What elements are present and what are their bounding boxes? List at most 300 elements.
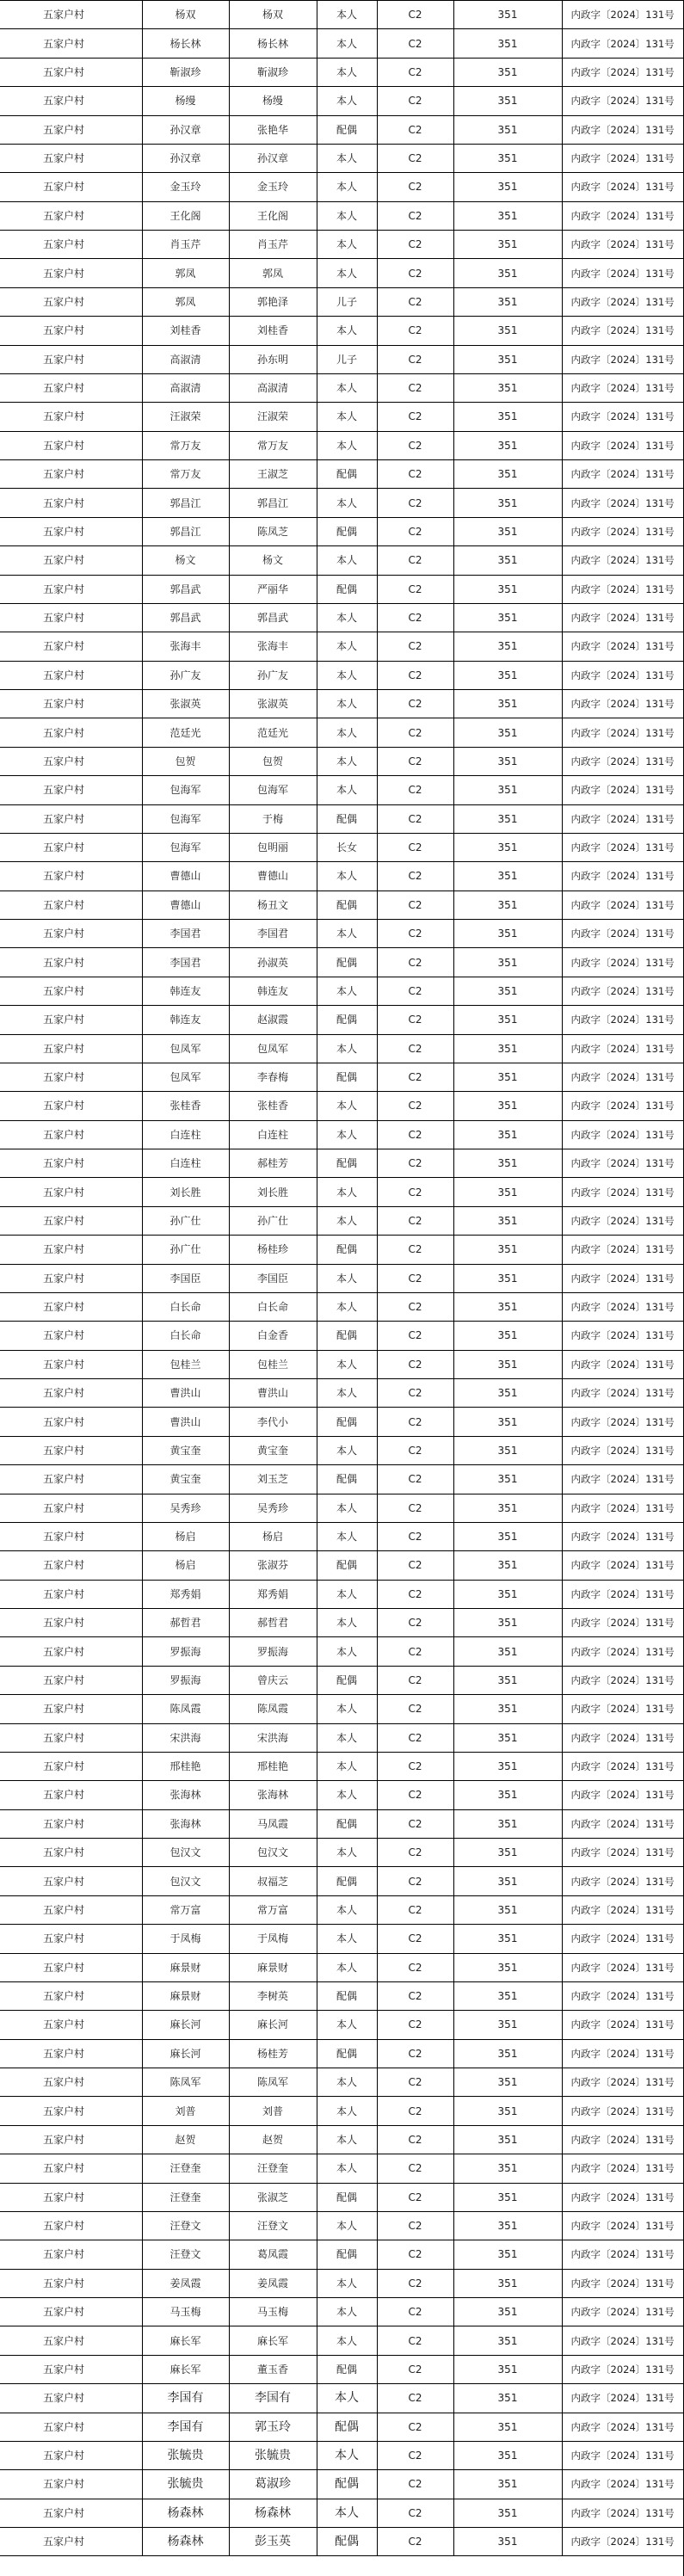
- category-cell: C2: [377, 1292, 453, 1321]
- relation-cell: 本人: [317, 2154, 377, 2183]
- category-cell: C2: [377, 2384, 453, 2413]
- table-row: [0, 862, 684, 891]
- amount-cell: 351: [453, 345, 562, 373]
- document-number-cell: 内政字〔2024〕131号: [562, 1551, 684, 1580]
- member-name-cell: 杨桂珍: [229, 1236, 317, 1264]
- member-name-cell: 杨启: [229, 1522, 317, 1550]
- relation-cell: 本人: [317, 2011, 377, 2039]
- member-name-cell: 郝哲君: [229, 1609, 317, 1637]
- table-row: [0, 546, 684, 575]
- household-head-cell: 孙广友: [142, 661, 229, 689]
- document-number-cell: 内政字〔2024〕131号: [562, 87, 684, 115]
- household-head-cell: 郭昌武: [142, 575, 229, 603]
- category-cell: C2: [377, 317, 453, 345]
- category-cell: C2: [377, 1809, 453, 1838]
- amount-cell: 351: [453, 431, 562, 459]
- village-cell: 五家户村: [0, 546, 142, 575]
- category-cell: C2: [377, 2470, 453, 2499]
- amount-cell: 351: [453, 1292, 562, 1321]
- household-head-cell: 李国有: [142, 2384, 229, 2413]
- household-head-cell: 张海丰: [142, 632, 229, 661]
- amount-cell: 351: [453, 1408, 562, 1436]
- household-head-cell: 黄宝奎: [142, 1465, 229, 1494]
- category-cell: C2: [377, 661, 453, 689]
- relation-cell: 长女: [317, 833, 377, 861]
- amount-cell: 351: [453, 690, 562, 718]
- table-row: [0, 403, 684, 431]
- relation-cell: 本人: [317, 2097, 377, 2125]
- table-row: [0, 489, 684, 517]
- relation-cell: 本人: [317, 2499, 377, 2527]
- amount-cell: 351: [453, 920, 562, 948]
- amount-cell: 351: [453, 1494, 562, 1522]
- document-number-cell: 内政字〔2024〕131号: [562, 2211, 684, 2240]
- category-cell: C2: [377, 546, 453, 575]
- amount-cell: 351: [453, 862, 562, 891]
- amount-cell: 351: [453, 1236, 562, 1264]
- household-head-cell: 包海军: [142, 776, 229, 804]
- household-head-cell: 李国君: [142, 948, 229, 977]
- member-name-cell: 刘玉芝: [229, 1465, 317, 1494]
- relation-cell: 本人: [317, 29, 377, 58]
- table-row: [0, 1522, 684, 1550]
- household-head-cell: 白长命: [142, 1322, 229, 1350]
- member-name-cell: 肖玉芹: [229, 231, 317, 259]
- table-row: [0, 1322, 684, 1350]
- household-head-cell: 汪登奎: [142, 2154, 229, 2183]
- amount-cell: 351: [453, 2355, 562, 2383]
- amount-cell: 351: [453, 1895, 562, 1924]
- village-cell: 五家户村: [0, 1, 142, 29]
- category-cell: C2: [377, 115, 453, 144]
- member-name-cell: 张淑芬: [229, 1551, 317, 1580]
- member-name-cell: 郭昌江: [229, 489, 317, 517]
- village-cell: 五家户村: [0, 776, 142, 804]
- table-row: [0, 2011, 684, 2039]
- member-name-cell: 曹洪山: [229, 1379, 317, 1408]
- relation-cell: 本人: [317, 231, 377, 259]
- document-number-cell: 内政字〔2024〕131号: [562, 1695, 684, 1723]
- table-row: [0, 948, 684, 977]
- village-cell: 五家户村: [0, 231, 142, 259]
- amount-cell: 351: [453, 747, 562, 775]
- amount-cell: 351: [453, 173, 562, 201]
- document-number-cell: 内政字〔2024〕131号: [562, 1322, 684, 1350]
- amount-cell: 351: [453, 1867, 562, 1895]
- member-name-cell: 姜凤霞: [229, 2269, 317, 2297]
- table-row: [0, 1839, 684, 1867]
- household-head-cell: 麻长河: [142, 2011, 229, 2039]
- document-number-cell: 内政字〔2024〕131号: [562, 1723, 684, 1752]
- relation-cell: 本人: [317, 1953, 377, 1981]
- document-number-cell: 内政字〔2024〕131号: [562, 1867, 684, 1895]
- household-head-cell: 杨森林: [142, 2499, 229, 2527]
- relation-cell: 本人: [317, 776, 377, 804]
- table-row: [0, 201, 684, 230]
- household-head-cell: 包贺: [142, 747, 229, 775]
- relation-cell: 本人: [317, 1723, 377, 1752]
- category-cell: C2: [377, 403, 453, 431]
- category-cell: C2: [377, 1895, 453, 1924]
- member-name-cell: 于凤梅: [229, 1925, 317, 1953]
- amount-cell: 351: [453, 948, 562, 977]
- village-cell: 五家户村: [0, 891, 142, 919]
- relation-cell: 本人: [317, 2384, 377, 2413]
- relation-cell: 本人: [317, 1695, 377, 1723]
- document-number-cell: 内政字〔2024〕131号: [562, 517, 684, 545]
- table-row: [0, 1292, 684, 1321]
- relation-cell: 本人: [317, 2068, 377, 2097]
- household-head-cell: 宋洪海: [142, 1723, 229, 1752]
- member-name-cell: 孙汉章: [229, 144, 317, 172]
- table-row: [0, 1666, 684, 1694]
- village-cell: 五家户村: [0, 2528, 142, 2556]
- village-cell: 五家户村: [0, 201, 142, 230]
- amount-cell: 351: [453, 1178, 562, 1206]
- amount-cell: 351: [453, 1465, 562, 1494]
- relation-cell: 本人: [317, 1752, 377, 1780]
- table-row: [0, 2413, 684, 2441]
- document-number-cell: 内政字〔2024〕131号: [562, 1264, 684, 1292]
- table-row: [0, 2240, 684, 2269]
- village-cell: 五家户村: [0, 1006, 142, 1034]
- category-cell: C2: [377, 718, 453, 747]
- village-cell: 五家户村: [0, 833, 142, 861]
- document-number-cell: 内政字〔2024〕131号: [562, 2240, 684, 2269]
- household-head-cell: 李国臣: [142, 1264, 229, 1292]
- document-number-cell: 内政字〔2024〕131号: [562, 1408, 684, 1436]
- category-cell: C2: [377, 1637, 453, 1666]
- household-head-cell: 曹洪山: [142, 1379, 229, 1408]
- village-cell: 五家户村: [0, 1322, 142, 1350]
- table-row: [0, 1809, 684, 1838]
- household-head-cell: 孙汉章: [142, 144, 229, 172]
- table-row: [0, 1551, 684, 1580]
- category-cell: C2: [377, 804, 453, 833]
- household-head-cell: 曹德山: [142, 862, 229, 891]
- amount-cell: 351: [453, 2240, 562, 2269]
- category-cell: C2: [377, 2528, 453, 2556]
- member-name-cell: 李春梅: [229, 1063, 317, 1091]
- village-cell: 五家户村: [0, 1465, 142, 1494]
- category-cell: C2: [377, 1006, 453, 1034]
- document-number-cell: 内政字〔2024〕131号: [562, 259, 684, 287]
- member-name-cell: 孙东明: [229, 345, 317, 373]
- village-cell: 五家户村: [0, 2470, 142, 2499]
- village-cell: 五家户村: [0, 2298, 142, 2326]
- document-number-cell: 内政字〔2024〕131号: [562, 1666, 684, 1694]
- document-number-cell: 内政字〔2024〕131号: [562, 1839, 684, 1867]
- table-row: [0, 1953, 684, 1981]
- amount-cell: 351: [453, 776, 562, 804]
- member-name-cell: 高淑清: [229, 373, 317, 402]
- member-name-cell: 王淑芝: [229, 460, 317, 489]
- village-cell: 五家户村: [0, 1609, 142, 1637]
- relation-cell: 配偶: [317, 1465, 377, 1494]
- relation-cell: 本人: [317, 1839, 377, 1867]
- village-cell: 五家户村: [0, 1206, 142, 1235]
- amount-cell: 351: [453, 2154, 562, 2183]
- amount-cell: 351: [453, 460, 562, 489]
- document-number-cell: 内政字〔2024〕131号: [562, 1781, 684, 1809]
- category-cell: C2: [377, 58, 453, 86]
- household-head-cell: 麻长军: [142, 2355, 229, 2383]
- household-head-cell: 刘长胜: [142, 1178, 229, 1206]
- document-number-cell: 内政字〔2024〕131号: [562, 603, 684, 632]
- document-number-cell: 内政字〔2024〕131号: [562, 2125, 684, 2154]
- member-name-cell: 孙广仕: [229, 1206, 317, 1235]
- relation-cell: 本人: [317, 431, 377, 459]
- amount-cell: 351: [453, 489, 562, 517]
- household-head-cell: 孙广仕: [142, 1236, 229, 1264]
- village-cell: 五家户村: [0, 431, 142, 459]
- member-name-cell: 张海丰: [229, 632, 317, 661]
- category-cell: C2: [377, 2011, 453, 2039]
- relation-cell: 配偶: [317, 2355, 377, 2383]
- village-cell: 五家户村: [0, 2097, 142, 2125]
- village-cell: 五家户村: [0, 661, 142, 689]
- table-row: [0, 920, 684, 948]
- document-number-cell: 内政字〔2024〕131号: [562, 1609, 684, 1637]
- table-row: [0, 1609, 684, 1637]
- amount-cell: 351: [453, 603, 562, 632]
- village-cell: 五家户村: [0, 977, 142, 1005]
- amount-cell: 351: [453, 231, 562, 259]
- document-number-cell: 内政字〔2024〕131号: [562, 2011, 684, 2039]
- table-row: [0, 1178, 684, 1206]
- table-row: [0, 317, 684, 345]
- household-head-cell: 金玉玲: [142, 173, 229, 201]
- amount-cell: 351: [453, 1953, 562, 1981]
- member-name-cell: 麻长河: [229, 2011, 317, 2039]
- table-row: [0, 115, 684, 144]
- member-name-cell: 张毓贵: [229, 2441, 317, 2469]
- amount-cell: 351: [453, 2413, 562, 2441]
- relation-cell: 本人: [317, 144, 377, 172]
- category-cell: C2: [377, 1981, 453, 2010]
- member-name-cell: 郭凤: [229, 259, 317, 287]
- amount-cell: 351: [453, 1839, 562, 1867]
- relation-cell: 本人: [317, 546, 377, 575]
- category-cell: C2: [377, 1867, 453, 1895]
- category-cell: C2: [377, 173, 453, 201]
- category-cell: C2: [377, 1666, 453, 1694]
- village-cell: 五家户村: [0, 2441, 142, 2469]
- member-name-cell: 汪登奎: [229, 2154, 317, 2183]
- document-number-cell: 内政字〔2024〕131号: [562, 2068, 684, 2097]
- relation-cell: 配偶: [317, 1408, 377, 1436]
- member-name-cell: 郭玉玲: [229, 2413, 317, 2441]
- household-head-cell: 吴秀珍: [142, 1494, 229, 1522]
- member-name-cell: 叔福芝: [229, 1867, 317, 1895]
- member-name-cell: 白长命: [229, 1292, 317, 1321]
- relation-cell: 本人: [317, 317, 377, 345]
- member-name-cell: 麻长军: [229, 2326, 317, 2355]
- village-cell: 五家户村: [0, 2499, 142, 2527]
- household-head-cell: 汪登文: [142, 2240, 229, 2269]
- village-cell: 五家户村: [0, 690, 142, 718]
- category-cell: C2: [377, 1379, 453, 1408]
- relation-cell: 配偶: [317, 1236, 377, 1264]
- document-number-cell: 内政字〔2024〕131号: [562, 1436, 684, 1464]
- table-row: [0, 661, 684, 689]
- table-row: [0, 1350, 684, 1378]
- document-number-cell: 内政字〔2024〕131号: [562, 977, 684, 1005]
- document-number-cell: 内政字〔2024〕131号: [562, 1895, 684, 1924]
- household-head-cell: 郭昌江: [142, 489, 229, 517]
- roster-table-body: [0, 1, 684, 2556]
- household-head-cell: 杨森林: [142, 2528, 229, 2556]
- table-row: [0, 231, 684, 259]
- relation-cell: 本人: [317, 2211, 377, 2240]
- table-row: [0, 2528, 684, 2556]
- category-cell: C2: [377, 2039, 453, 2068]
- member-name-cell: 包海军: [229, 776, 317, 804]
- document-number-cell: 内政字〔2024〕131号: [562, 144, 684, 172]
- member-name-cell: 郝桂芳: [229, 1149, 317, 1178]
- amount-cell: 351: [453, 1723, 562, 1752]
- document-number-cell: 内政字〔2024〕131号: [562, 1379, 684, 1408]
- category-cell: C2: [377, 1695, 453, 1723]
- document-number-cell: 内政字〔2024〕131号: [562, 1149, 684, 1178]
- amount-cell: 351: [453, 632, 562, 661]
- amount-cell: 351: [453, 87, 562, 115]
- relation-cell: 本人: [317, 1522, 377, 1550]
- household-head-cell: 包桂兰: [142, 1350, 229, 1378]
- table-row: [0, 2269, 684, 2297]
- table-row: [0, 690, 684, 718]
- relation-cell: 本人: [317, 2269, 377, 2297]
- relation-cell: 配偶: [317, 2528, 377, 2556]
- category-cell: C2: [377, 231, 453, 259]
- subsidy-roster-table: [0, 1, 684, 2556]
- category-cell: C2: [377, 2068, 453, 2097]
- document-number-cell: 内政字〔2024〕131号: [562, 58, 684, 86]
- village-cell: 五家户村: [0, 1063, 142, 1091]
- category-cell: C2: [377, 1436, 453, 1464]
- member-name-cell: 包凤军: [229, 1034, 317, 1063]
- table-row: [0, 2384, 684, 2413]
- category-cell: C2: [377, 29, 453, 58]
- document-number-cell: 内政字〔2024〕131号: [562, 489, 684, 517]
- household-head-cell: 陈凤霞: [142, 1695, 229, 1723]
- relation-cell: 配偶: [317, 1149, 377, 1178]
- document-number-cell: 内政字〔2024〕131号: [562, 1292, 684, 1321]
- village-cell: 五家户村: [0, 1953, 142, 1981]
- amount-cell: 351: [453, 144, 562, 172]
- document-number-cell: 内政字〔2024〕131号: [562, 833, 684, 861]
- village-cell: 五家户村: [0, 1149, 142, 1178]
- category-cell: C2: [377, 1120, 453, 1149]
- household-head-cell: 杨长林: [142, 29, 229, 58]
- amount-cell: 351: [453, 977, 562, 1005]
- category-cell: C2: [377, 2269, 453, 2297]
- document-number-cell: 内政字〔2024〕131号: [562, 1006, 684, 1034]
- amount-cell: 351: [453, 1, 562, 29]
- village-cell: 五家户村: [0, 1637, 142, 1666]
- village-cell: 五家户村: [0, 173, 142, 201]
- amount-cell: 351: [453, 1379, 562, 1408]
- household-head-cell: 包海军: [142, 833, 229, 861]
- member-name-cell: 汪淑荣: [229, 403, 317, 431]
- table-row: [0, 1034, 684, 1063]
- document-number-cell: 内政字〔2024〕131号: [562, 2154, 684, 2183]
- table-row: [0, 1867, 684, 1895]
- table-row: [0, 718, 684, 747]
- relation-cell: 本人: [317, 977, 377, 1005]
- amount-cell: 351: [453, 1006, 562, 1034]
- amount-cell: 351: [453, 2528, 562, 2556]
- category-cell: C2: [377, 373, 453, 402]
- table-row: [0, 29, 684, 58]
- household-head-cell: 郝哲君: [142, 1609, 229, 1637]
- household-head-cell: 郭凤: [142, 259, 229, 287]
- household-head-cell: 赵贺: [142, 2125, 229, 2154]
- table-row: [0, 517, 684, 545]
- category-cell: C2: [377, 517, 453, 545]
- table-row: [0, 431, 684, 459]
- document-number-cell: 内政字〔2024〕131号: [562, 948, 684, 977]
- document-number-cell: 内政字〔2024〕131号: [562, 1, 684, 29]
- category-cell: C2: [377, 1839, 453, 1867]
- document-number-cell: 内政字〔2024〕131号: [562, 632, 684, 661]
- member-name-cell: 吴秀珍: [229, 1494, 317, 1522]
- relation-cell: 配偶: [317, 1006, 377, 1034]
- household-head-cell: 李国君: [142, 920, 229, 948]
- village-cell: 五家户村: [0, 144, 142, 172]
- village-cell: 五家户村: [0, 1120, 142, 1149]
- member-name-cell: 常万友: [229, 431, 317, 459]
- member-name-cell: 白连柱: [229, 1120, 317, 1149]
- amount-cell: 351: [453, 1580, 562, 1608]
- member-name-cell: 陈凤芝: [229, 517, 317, 545]
- member-name-cell: 杨双: [229, 1, 317, 29]
- household-head-cell: 包汉文: [142, 1867, 229, 1895]
- document-number-cell: 内政字〔2024〕131号: [562, 2499, 684, 2527]
- category-cell: C2: [377, 1178, 453, 1206]
- table-row: [0, 747, 684, 775]
- category-cell: C2: [377, 920, 453, 948]
- amount-cell: 351: [453, 29, 562, 58]
- village-cell: 五家户村: [0, 2326, 142, 2355]
- village-cell: 五家户村: [0, 747, 142, 775]
- household-head-cell: 麻长河: [142, 2039, 229, 2068]
- document-number-cell: 内政字〔2024〕131号: [562, 2470, 684, 2499]
- relation-cell: 本人: [317, 1895, 377, 1924]
- document-number-cell: 内政字〔2024〕131号: [562, 29, 684, 58]
- document-number-cell: 内政字〔2024〕131号: [562, 201, 684, 230]
- category-cell: C2: [377, 747, 453, 775]
- document-number-cell: 内政字〔2024〕131号: [562, 2355, 684, 2383]
- category-cell: C2: [377, 2298, 453, 2326]
- member-name-cell: 于梅: [229, 804, 317, 833]
- member-name-cell: 宋洪海: [229, 1723, 317, 1752]
- document-number-cell: 内政字〔2024〕131号: [562, 460, 684, 489]
- document-number-cell: 内政字〔2024〕131号: [562, 718, 684, 747]
- member-name-cell: 靳淑珍: [229, 58, 317, 86]
- member-name-cell: 郭昌武: [229, 603, 317, 632]
- village-cell: 五家户村: [0, 1350, 142, 1378]
- category-cell: C2: [377, 2441, 453, 2469]
- household-head-cell: 邢桂艳: [142, 1752, 229, 1780]
- amount-cell: 351: [453, 403, 562, 431]
- household-head-cell: 常万富: [142, 1895, 229, 1924]
- category-cell: C2: [377, 1781, 453, 1809]
- member-name-cell: 曹德山: [229, 862, 317, 891]
- village-cell: 五家户村: [0, 1092, 142, 1120]
- household-head-cell: 包凤军: [142, 1034, 229, 1063]
- relation-cell: 配偶: [317, 1809, 377, 1838]
